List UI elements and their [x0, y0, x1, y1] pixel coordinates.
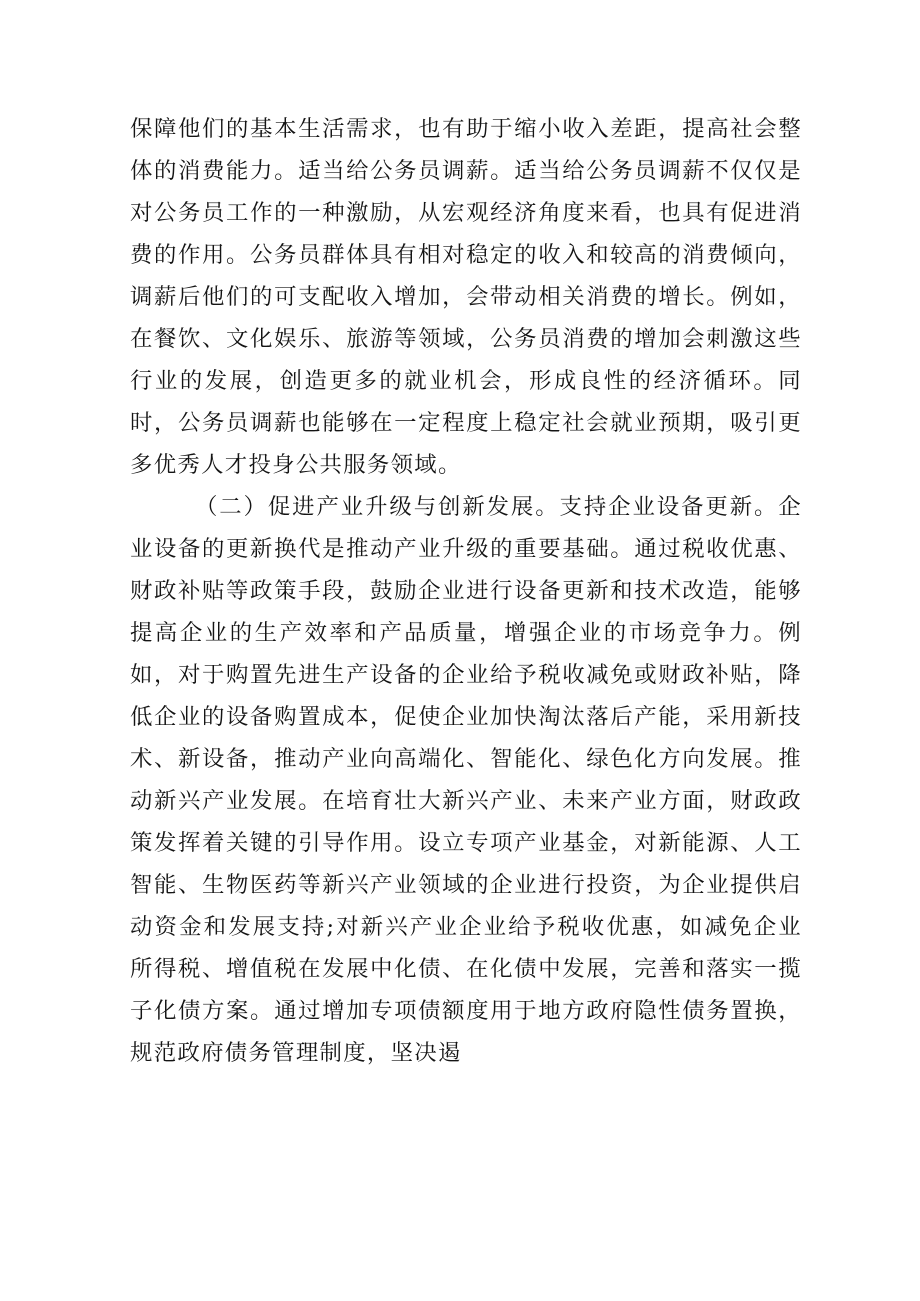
paragraph-continuation: 保障他们的基本生活需求，也有助于缩小收入差距，提高社会整体的消费能力。适当给公务员调薪。适当给公务员调薪不仅仅是对公务员工作的一种激励，从宏观经济角度来看，也具有促进消费的作用。公务员群体具有相对稳定的收入和较高的消费倾向，调薪后他们的可支配收入增加，会带动相关消费的增长。例如，在餐饮、文化娱乐、旅游等领域，公务员消费的增加会刺激这些行业的发展，创造更多的就业机会，形成良性的经济循环。同时，公务员调薪也能够在一定程度上稳定社会就业预期，吸引更多优秀人才投身公共服务领域。 [130, 116, 802, 478]
paragraph-section-two: （二）促进产业升级与创新发展。支持企业设备更新。企业设备的更新换代是推动产业升级的重要基础。通过税收优惠、财政补贴等政策手段，鼓励企业进行设备更新和技术改造，能够提高企业的生产效率和产品质量，增强企业的市场竞争力。例如，对于购置先进生产设备的企业给予税收减免或财政补贴，降低企业的设备购置成本，促使企业加快淘汰落后产能，采用新技术、新设备，推动产业向高端化、智能化、绿色化方向发展。推动新兴产业发展。在培育壮大新兴产业、未来产业方面，财政政策发挥着关键的引导作用。设立专项产业基金，对新能源、人工智能、生物医药等新兴产业领域的企业进行投资，为企业提供启动资金和发展支持;对新兴产业企业给予税收优惠，如减免企业所得税、增值税在发展中化债、在化债中发展，完善和落实一揽子化债方案。通过增加专项债额度用于地方政府隐性债务置换，规范政府债务管理制度，坚决遏 [130, 494, 802, 1066]
body-text [130, 108, 802, 1074]
